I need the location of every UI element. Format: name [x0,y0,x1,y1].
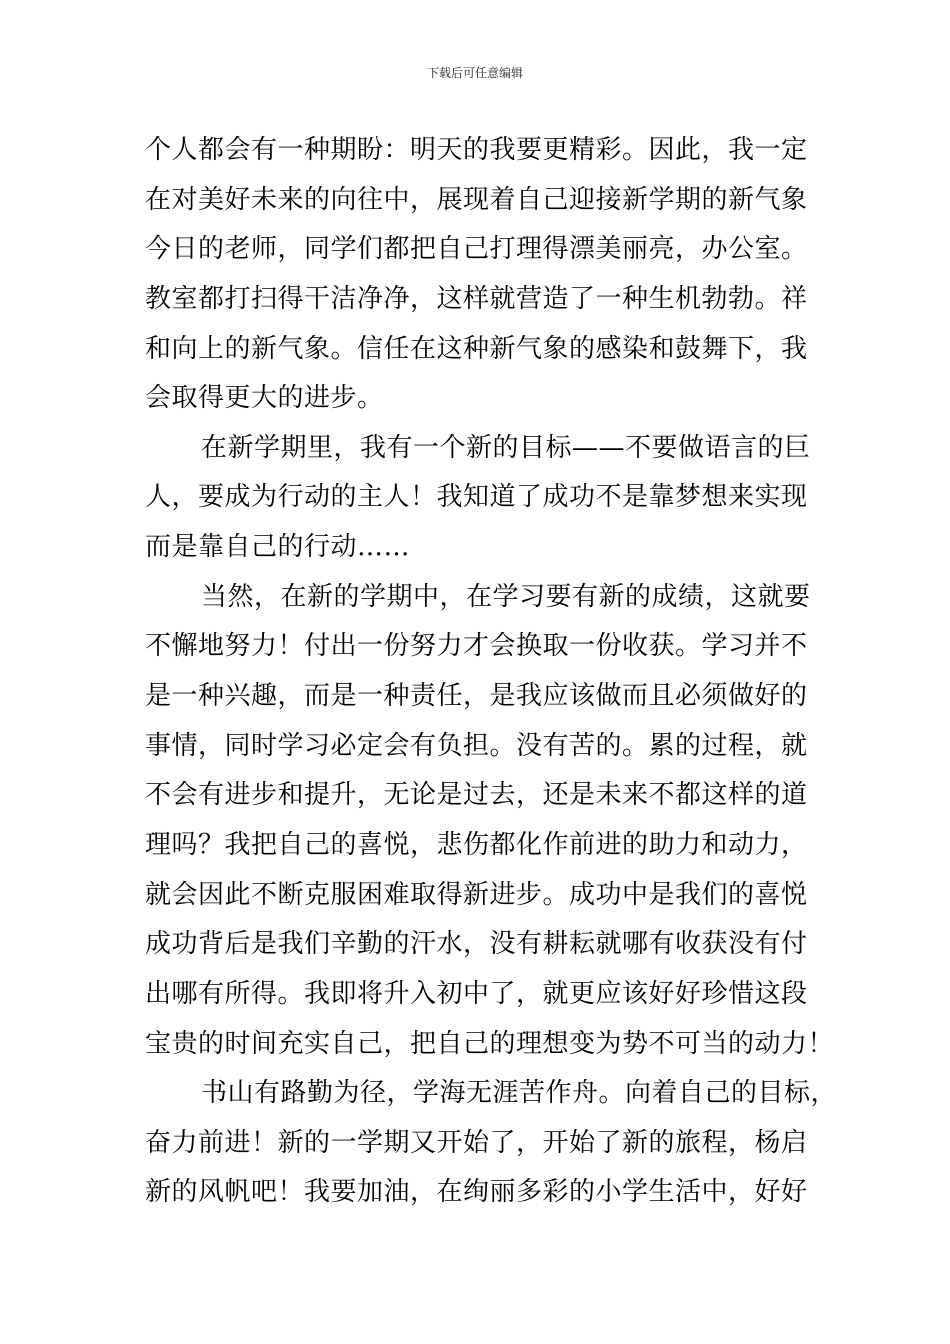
text-line: 会取得更大的进步。 [145,383,384,414]
text-line: 不懈地努力！付出一份努力才会换取一份收获。学习并不 [145,631,808,662]
text-line: 就会因此不断克服困难取得新进步。成功中是我们的喜悦 [145,879,808,910]
text-line: 在新学期里，我有一个新的目标——不要做语言的巨 [201,432,811,463]
text-line: 新的风帆吧！我要加油，在绚丽多彩的小学生活中，好好 [145,1177,808,1208]
text-line: 宝贵的时间充实自己，把自己的理想变为势不可当的动力！ [145,1028,835,1059]
text-line: 事情，同时学习必定会有负担。没有苦的。累的过程，就 [145,730,808,761]
text-line: 今日的老师，同学们都把自己打理得漂美丽亮，办公室。 [145,234,808,265]
text-line: 而是靠自己的行动…… [145,532,411,563]
text-line: 在对美好未来的向往中，展现着自己迎接新学期的新气象 [145,184,808,215]
text-line: 教室都打扫得干洁净净，这样就营造了一种生机勃勃。祥 [145,283,808,314]
text-line: 理吗？我把自己的喜悦，悲伤都化作前进的助力和动力， [145,829,808,860]
document-body [145,126,838,1218]
text-line: 人，要成为行动的主人！我知道了成功不是靠梦想来实现 [145,482,808,513]
text-line: 出哪有所得。我即将升入初中了，就更应该好好珍惜这段 [145,978,808,1009]
text-line: 不会有进步和提升，无论是过去，还是未来不都这样的道 [145,780,808,811]
text-line: 奋力前进！新的一学期又开始了，开始了新的旅程，杨启 [145,1127,808,1158]
text-line: 和向上的新气象。信任在这种新气象的感染和鼓舞下，我 [145,333,808,364]
text-line: 当然，在新的学期中，在学习要有新的成绩，这就要 [201,581,811,612]
text-line: 成功背后是我们辛勤的汗水，没有耕耘就哪有收获没有付 [145,929,808,960]
text-line: 个人都会有一种期盼：明天的我要更精彩。因此，我一定 [145,135,808,165]
page-header: 下载后可任意编辑 [426,66,523,80]
text-line: 是一种兴趣，而是一种责任，是我应该做而且必须做好的 [145,681,808,712]
text-line: 书山有路勤为径，学海无涯苦作舟。向着自己的目标， [201,1078,838,1109]
